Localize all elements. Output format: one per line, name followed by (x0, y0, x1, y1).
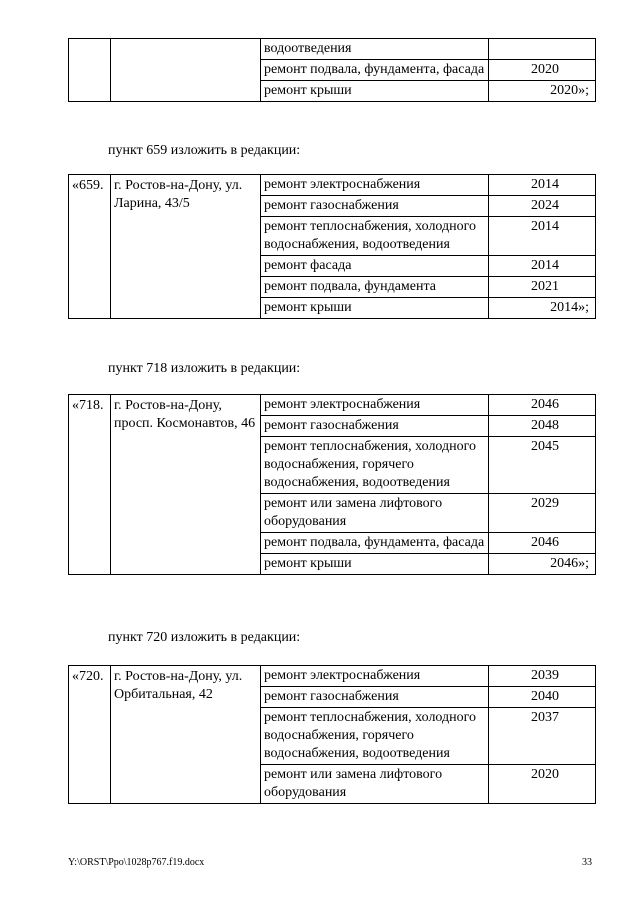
work-cell: ремонт или замена лифтового оборудования (261, 494, 489, 532)
table-row (261, 395, 595, 416)
paragraph-item-659: пункт 659 изложить в редакции: (108, 143, 301, 158)
footer-file-path: Y:\ORST\Ppo\1028p767.f19.docx (68, 857, 205, 868)
year-cell: 2014 (531, 258, 559, 273)
table-row (261, 416, 595, 437)
work-cell: ремонт теплоснабжения, холодного водоснабжения, горячего водоснабжения, водоотведения (261, 437, 489, 493)
year-cell: 2040 (531, 689, 559, 704)
work-cell: ремонт газоснабжения (261, 416, 489, 436)
year-cell: 2024 (531, 198, 559, 213)
item-address: г. Ростов-на-Дону, ул. Ларина, 43/5 (111, 175, 261, 318)
item-number: «718. (69, 395, 111, 574)
item-address: г. Ростов-на-Дону, ул. Орбитальная, 42 (111, 666, 261, 803)
year-cell: 2029 (531, 496, 559, 511)
number-cell (69, 39, 111, 101)
table-row (261, 175, 595, 196)
work-cell: ремонт электроснабжения (261, 395, 489, 415)
year-cell: 2020 (531, 62, 559, 77)
year-cell: 2014»; (550, 300, 589, 315)
table-continuation (68, 38, 596, 102)
table-row (261, 39, 595, 60)
year-cell: 2014 (531, 177, 559, 192)
year-cell: 2046 (531, 535, 559, 550)
year-cell: 2020 (531, 767, 559, 782)
table-row (261, 217, 595, 256)
work-cell: ремонт фасада (261, 256, 489, 276)
table-row (261, 666, 595, 687)
year-cell: 2014 (531, 219, 559, 234)
table-row (261, 81, 595, 101)
year-cell: 2021 (531, 279, 559, 294)
work-cell: ремонт электроснабжения (261, 666, 489, 686)
paragraph-item-718: пункт 718 изложить в редакции: (108, 361, 301, 376)
table-row (261, 494, 595, 533)
work-cell: водоотведения (261, 39, 489, 59)
table-item-720 (68, 665, 596, 804)
table-item-718 (68, 394, 596, 575)
table-row (261, 708, 595, 765)
year-cell: 2020»; (550, 83, 589, 98)
table-row (261, 554, 595, 574)
table-row (261, 687, 595, 708)
item-number: «659. (69, 175, 111, 318)
work-cell: ремонт подвала, фундамента, фасада (261, 533, 489, 553)
table-row (261, 765, 595, 803)
work-cell: ремонт подвала, фундамента (261, 277, 489, 297)
work-cell: ремонт газоснабжения (261, 196, 489, 216)
year-cell: 2037 (531, 710, 559, 725)
work-cell: ремонт крыши (261, 298, 489, 318)
year-cell (489, 39, 595, 59)
table-row (261, 196, 595, 217)
work-cell: ремонт крыши (261, 81, 489, 101)
year-cell: 2039 (531, 668, 559, 683)
work-cell: ремонт теплоснабжения, холодного водоснабжения, водоотведения (261, 217, 489, 255)
table-row (261, 256, 595, 277)
work-cell: ремонт или замена лифтового оборудования (261, 765, 489, 803)
address-cell (111, 39, 261, 101)
paragraph-item-720: пункт 720 изложить в редакции: (108, 630, 301, 645)
table-row (261, 533, 595, 554)
year-cell: 2046»; (550, 556, 589, 571)
work-cell: ремонт подвала, фундамента, фасада (261, 60, 489, 80)
year-cell: 2045 (531, 439, 559, 454)
table-row (261, 277, 595, 298)
item-address: г. Ростов-на-Дону, просп. Космонавтов, 46 (111, 395, 261, 574)
year-cell: 2048 (531, 418, 559, 433)
table-row (261, 298, 595, 318)
year-cell: 2046 (531, 397, 559, 412)
table-row (261, 60, 595, 81)
table-row (261, 437, 595, 494)
table-item-659 (68, 174, 596, 319)
work-cell: ремонт теплоснабжения, холодного водоснабжения, горячего водоснабжения, водоотведения (261, 708, 489, 764)
work-cell: ремонт крыши (261, 554, 489, 574)
work-cell: ремонт электроснабжения (261, 175, 489, 195)
page-number: 33 (582, 857, 592, 868)
work-cell: ремонт газоснабжения (261, 687, 489, 707)
item-number: «720. (69, 666, 111, 803)
